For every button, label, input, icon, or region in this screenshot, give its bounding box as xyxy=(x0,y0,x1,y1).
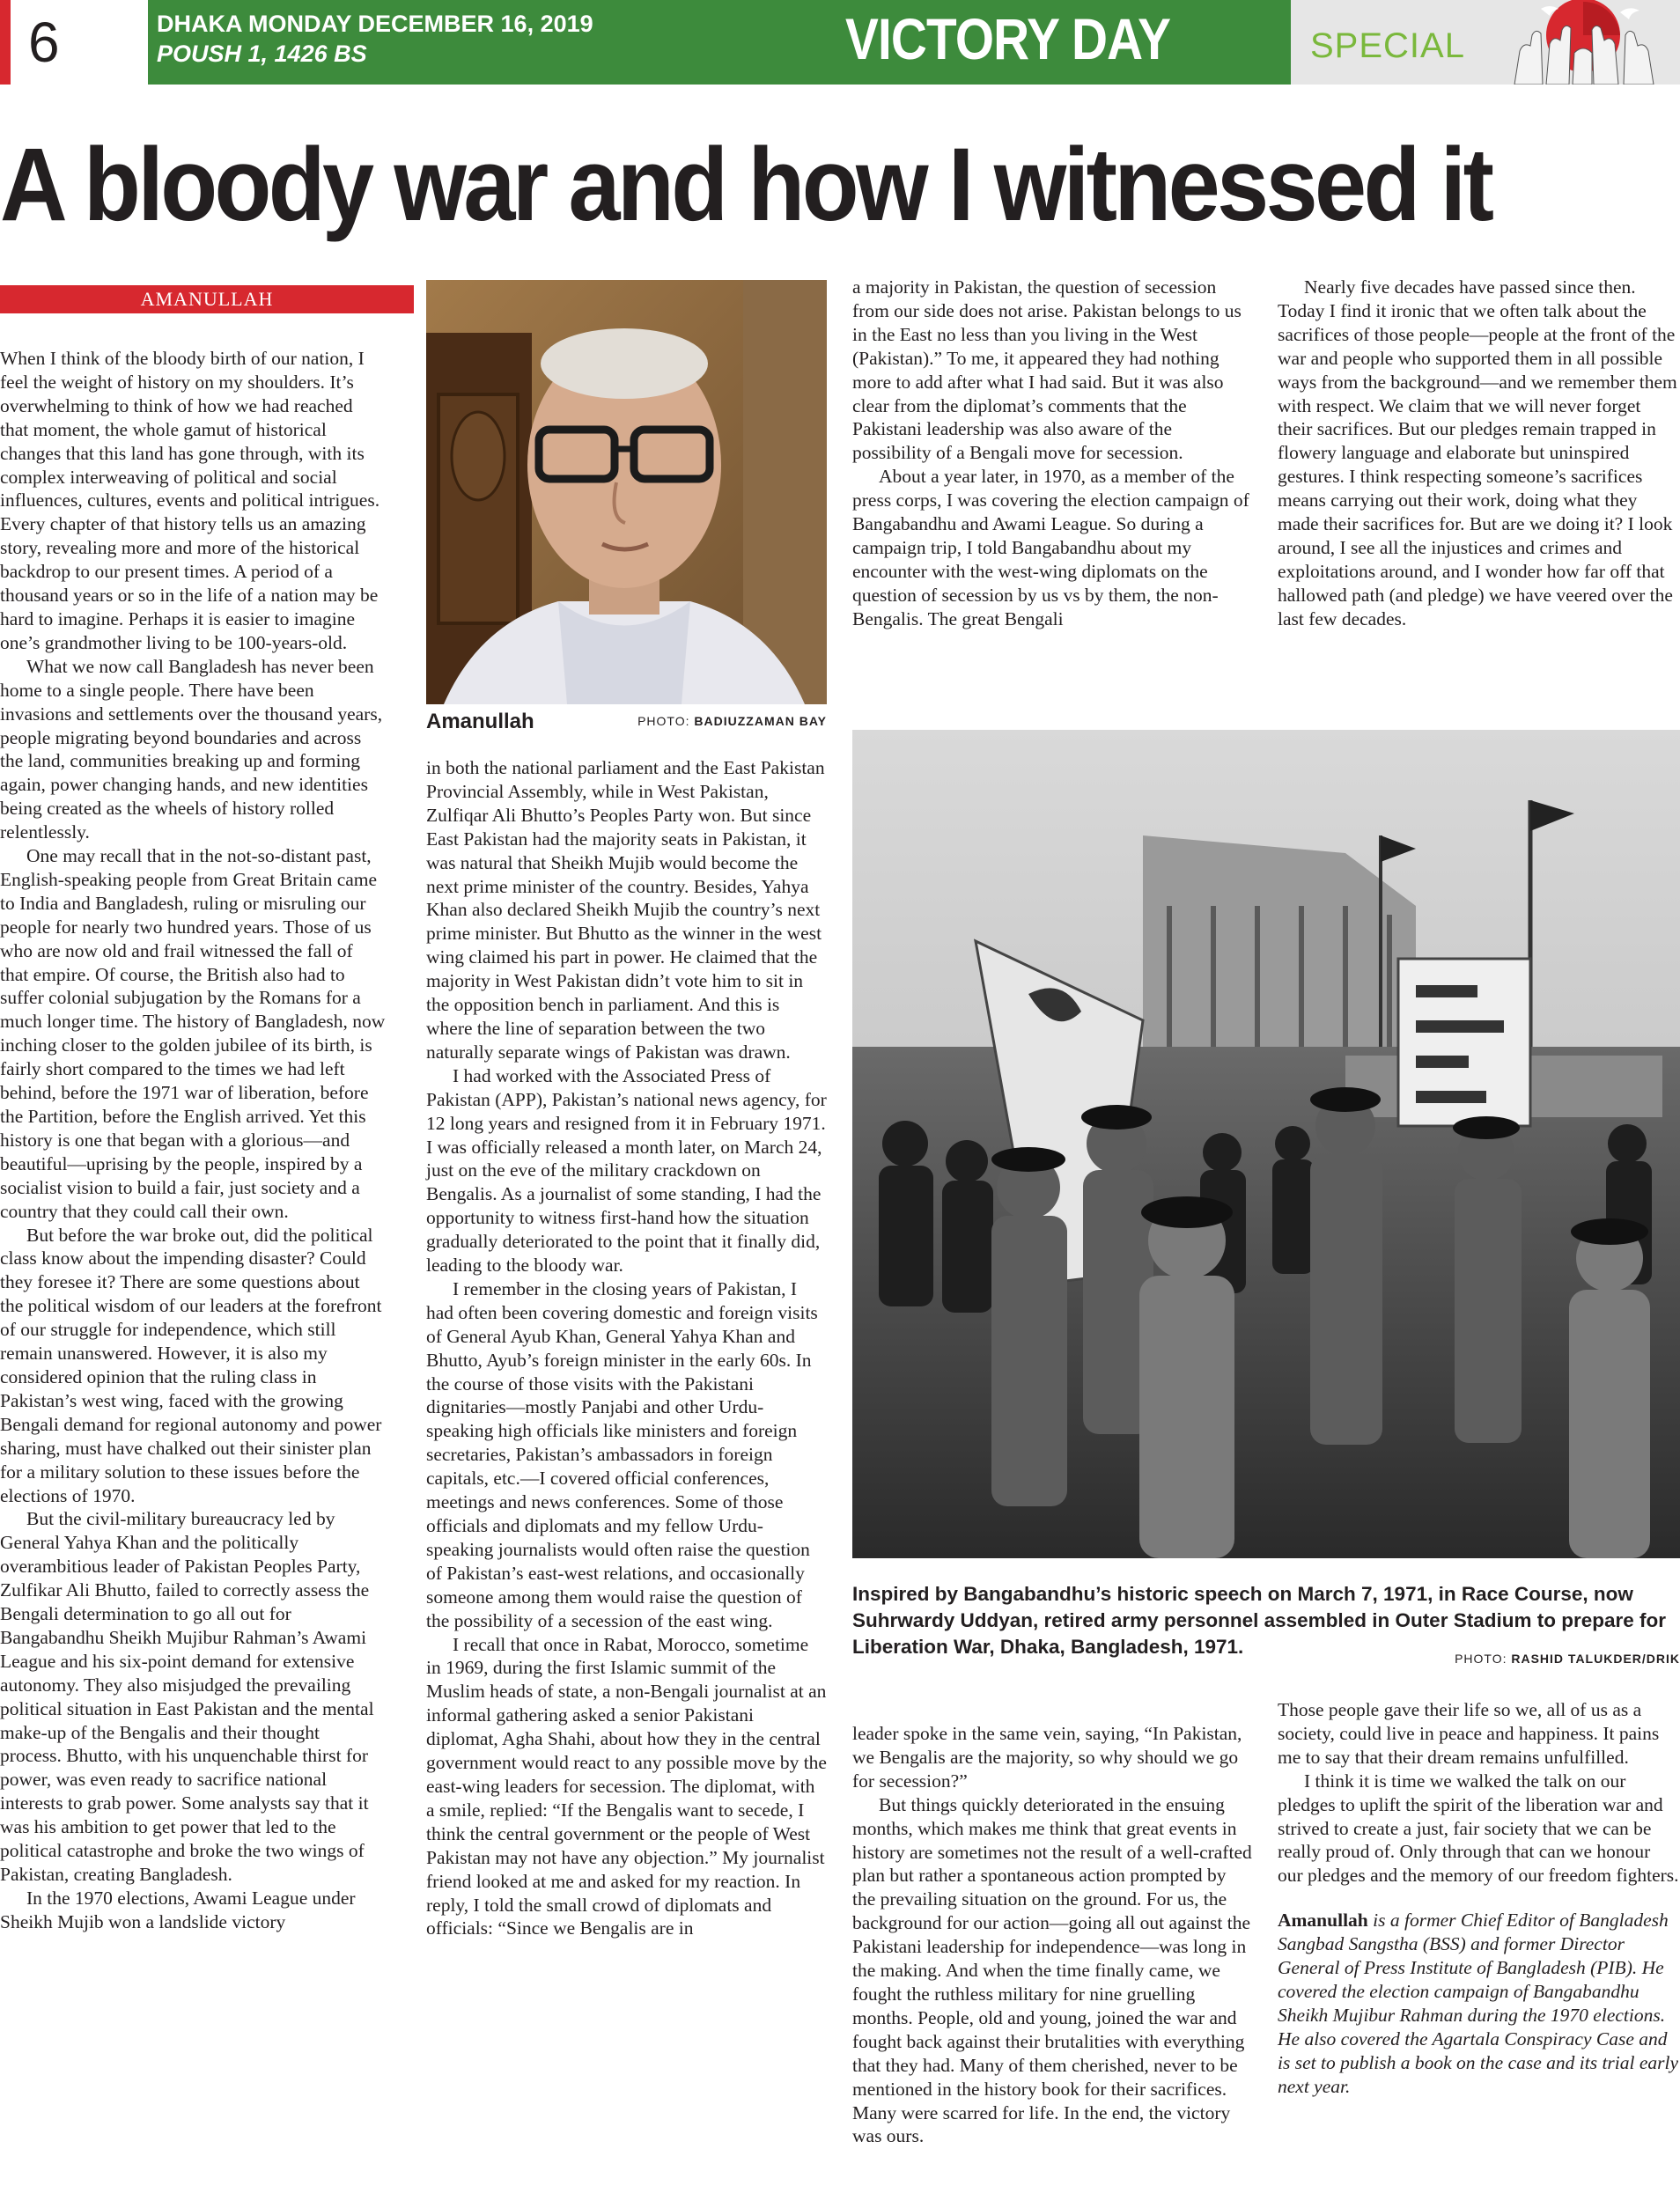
article-paragraph: One may recall that in the not-so-distant past, English-speaking people from Great Britain came to India and Bangladesh, ruling or misruling our people for nearly two hundred years. Those of us who are now old and frail witnessed the fall of that empire. Of course, the British also had to suffer colonial subjugation by the Romans for a much longer time. The history of Bangladesh, now inching closer to the golden jubilee of its birth, is fairly short compared to the times we had left behind, before the 1971 war of liberation, before the Partition, before the English arrived. Yet this history is one that began with a glorious—and beautiful—uprising by the people, inspired by a socialist vision to build a fair, just society and a country that they could call their own. xyxy=(0,845,386,1222)
article-column-3-continued xyxy=(852,1722,1253,2148)
photo-credit-name: RASHID TALUKDER/DRIK xyxy=(1511,1652,1680,1666)
article-paragraph: leader spoke in the same vein, saying, “In Pakistan, we Bengalis are the majority, so why should we go for secession?” xyxy=(852,1723,1242,1792)
article-column-4-continued xyxy=(1278,1698,1680,2099)
liberation-war-photo-credit xyxy=(1321,1652,1680,1666)
article-paragraph: But things quickly deteriorated in the ensuing months, which makes me think that great events in history are sometimes not the result of a well-crafted plan but rather a spontaneous action prompted by the prevailing situation on the ground. For us, the background for our action—going all out against the Pakistani leadership for independence—was long in the making. And when the time finally came, we fought the ruthless military for nine gruelling months. People, old and young, joined the war and fought back against their brutalities with everything that they had. Many of them cherished, never to be mentioned in the history book for their sacrifices. Many were scarred for life. In the end, the victory was ours. xyxy=(852,1793,1252,2147)
article-paragraph: Those people gave their life so we, all of us as a society, could live in peace and happiness. It pains me to say that their dream remains unfulfilled. xyxy=(1278,1699,1660,1768)
article-paragraph: But the civil-military bureaucracy led by General Yahya Khan and the politically overambitious leader of Pakistan Peoples Party, Zulfikar Ali Bhutto, failed to correctly assess the Bengali determination to go all out for Bangabandhu Sheikh Mujibur Rahman’s Awami League and his six-point demand for extensive autonomy. They also misjudged the prevailing political situation in East Pakistan and the mental make-up of the Bengalis and their thought process. Bhutto, with his unquenchable thirst for power, was even ready to sacrifice national interests to grab power. Some analysts say that it was his ambition to get power that led to the political catastrophe and broke the two wings of Pakistan, creating Bangladesh. xyxy=(0,1508,374,1885)
page-number-accent-bar xyxy=(0,0,11,85)
section-title: VICTORY DAY xyxy=(845,6,1171,71)
liberation-war-photo xyxy=(852,730,1680,1558)
headline: A bloody war and how I witnessed it xyxy=(0,127,1492,243)
liberation-war-photo-caption: Inspired by Bangabandhu’s historic speech on March 7, 1971, in Race Course, now Suhrwardy Uddyan, retired army personnel assembled in Outer Stadium to prepare for Liberation War, Dhaka, Bangladesh, 1971. xyxy=(852,1583,1666,1658)
article-paragraph: I recall that once in Rabat, Morocco, sometime in 1969, during the first Islamic summit of the Muslim heads of state, a non-Bengali journalist at an informal gathering asked a senior Pakistani diplomat, Agha Shahi, about how they in the central government would react to any possible move by the east-wing leaders for secession. The diplomat, with a smile, replied: “If the Bengalis want to secede, I think the central government or the people of West Pakistan may not have any objection.” My journalist friend looked at me and asked for my reaction. In reply, I told the small crowd of diplomats and officials: “Since we Bengalis are in xyxy=(426,1633,827,1939)
portrait-caption xyxy=(426,710,827,734)
portrait-photo-credit xyxy=(637,714,827,728)
article-column-3 xyxy=(852,276,1253,631)
article-paragraph: a majority in Pakistan, the question of secession from our side does not arise. Pakistan belongs to us in the East no less than you living in the West (Pakistan).” To me, it appeared they had nothing more to add after what I had said. But it was also clear from the diplomat’s comments that the Pakistani leadership was also aware of the possibility of a Bengali move for secession. xyxy=(852,276,1242,464)
article-paragraph: I remember in the closing years of Pakistan, I had often been covering domestic and foreign visits of General Ayub Khan, General Yahya Khan and Bhutto, Ayub’s foreign minister in the early 60s. In the course of those visits with the Pakistani dignitaries—mostly Panjabi and other Urdu-speaking high officials like ministers and foreign secretaries, Pakistan’s ambassadors in foreign capitals, etc.—I covered official conferences, meetings and news conferences. Some of those officials and diplomats and my fellow Urdu-speaking journalists would often raise the question of Pakistan’s east-west relations, and occasionally someone among them would raise the question of the possibility of a secession of the east wing. xyxy=(426,1277,818,1631)
article-paragraph: About a year later, in 1970, as a member of the press corps, I was covering the election campaign of Bangabandhu and Awami League. So during a campaign trip, I told Bangabandhu about my encounter with the west-wing diplomats on the question of secession by us vs by them, the non-Bengalis. The great Bengali xyxy=(852,466,1249,629)
portrait-credit-label: PHOTO: xyxy=(637,714,695,728)
article-paragraph: What we now call Bangladesh has never been home to a single people. There have been invasions and settlements over the thousand years, people migrating beyond boundaries and across the land, communities breaking up and forming again, power changing hands, and new identities being created as the wheels of history rolled relentlessly. xyxy=(0,655,383,843)
article-paragraph: In the 1970 elections, Awami League under Sheikh Mujib won a landslide victory xyxy=(0,1887,356,1932)
author-bio-text: is a former Chief Editor of Bangladesh Sangbad Sangstha (BSS) and former Director General of Press Institute of Bangladesh (PIB). He covered the election campaign of Bangabandhu Sheikh Mujibur Rahman during the 1970 elections. He also covered the Agartala Conspiracy Case and is set to publish a book on the case and its trial early next year. xyxy=(1278,1910,1679,2097)
author-bio xyxy=(1278,1909,1680,2098)
article-column-1 xyxy=(0,347,386,1934)
article-paragraph: I think it is time we walked the talk on our pledges to uplift the spirit of the liberation war and strived to create a just, fair society that we can be really proud of. Only through that can we honour our pledges and the memory of our freedom fighters. xyxy=(1278,1770,1679,1887)
portrait-credit-name: BADIUZZAMAN BAY xyxy=(694,714,827,728)
article-paragraph: Nearly five decades have passed since then. Today I find it ironic that we often talk about the sacrifices of those people—people at the front of the war and people who supported them in all possible ways from the background—and we remember them with respect. We claim that we will never forget their sacrifices. But our pledges remain trapped in flowery language and elaborate but uninspired gestures. I think respecting someone’s sacrifices means carrying out their work, doing what they made their sacrifices for. But are we doing it? I look around, I see all the injustices and crimes and exploitations around, and I wonder how far off that hallowed path (and pledge) we have veered over the last few decades. xyxy=(1278,276,1677,629)
dateline-bengali-calendar: POUSH 1, 1426 BS xyxy=(157,40,367,67)
byline: AMANULLAH xyxy=(0,285,414,313)
article-paragraph: When I think of the bloody birth of our nation, I feel the weight of history on my shoulders. It’s overwhelming to think of how we had reached that moment, the whole gamut of historical changes that this land has gone through, with its complex interweaving of political and social influences, cultures, events and political intrigues. Every chapter of that history tells us an amazing story, revealing more and more of the historical backdrop to our present times. A period of a thousand years or so in the life of a nation may be hard to imagine. Perhaps it is easier to imagine one’s grandmother living to be 100-years-old. xyxy=(0,348,380,653)
photo-credit-label: PHOTO: xyxy=(1455,1652,1512,1666)
page-number: 6 xyxy=(28,11,60,74)
article-paragraph: in both the national parliament and the East Pakistan Provincial Assembly, while in West Pakistan, Zulfiqar Ali Bhutto’s Peoples Party won. But since East Pakistan had the majority seats in Pakistan, it was natural that Sheikh Mujib would become the next prime minister of the country. Besides, Yahya Khan also declared Sheikh Mujib the country’s next prime minister. But Bhutto as the winner in the west wing claimed his part in power. He claimed that the majority in West Pakistan didn’t vote him to sit in the opposition bench in parliament. And this is where the line of separation between the two naturally separate wings of Pakistan was drawn. xyxy=(426,757,825,1063)
dateline: DHAKA MONDAY DECEMBER 16, 2019 xyxy=(157,11,593,37)
article-paragraph: But before the war broke out, did the political class know about the impending disaster? Could they foresee it? There are some questions about the political wisdom of our leaders at the forefront of our struggle for independence, which still remain unanswered. However, it is also my considered opinion that the ruling class in Pakistan’s west wing, faced with the growing Bengali demand for regional autonomy and power sharing, must have chalked out their sinister plan for a military solution to these issues before the elections of 1970. xyxy=(0,1224,382,1506)
special-label: SPECIAL xyxy=(1310,26,1465,65)
article-paragraph: I had worked with the Associated Press of Pakistan (APP), Pakistan’s national news agency, for 12 long years and resigned from it in February 1971. I was officially released a month later, on March 24, just on the eve of the military crackdown on Bengalis. As a journalist of some standing, I had the opportunity to witness first-hand how the situation gradually deteriorated to the point that it finally did, leading to the bloody war. xyxy=(426,1064,827,1277)
portrait-photo xyxy=(426,280,827,704)
portrait-caption-name: Amanullah xyxy=(426,710,534,733)
article-column-2 xyxy=(426,756,827,1940)
victory-emblem-icon xyxy=(1488,0,1680,85)
author-bio-name: Amanullah xyxy=(1278,1910,1368,1932)
article-column-4 xyxy=(1278,276,1680,631)
